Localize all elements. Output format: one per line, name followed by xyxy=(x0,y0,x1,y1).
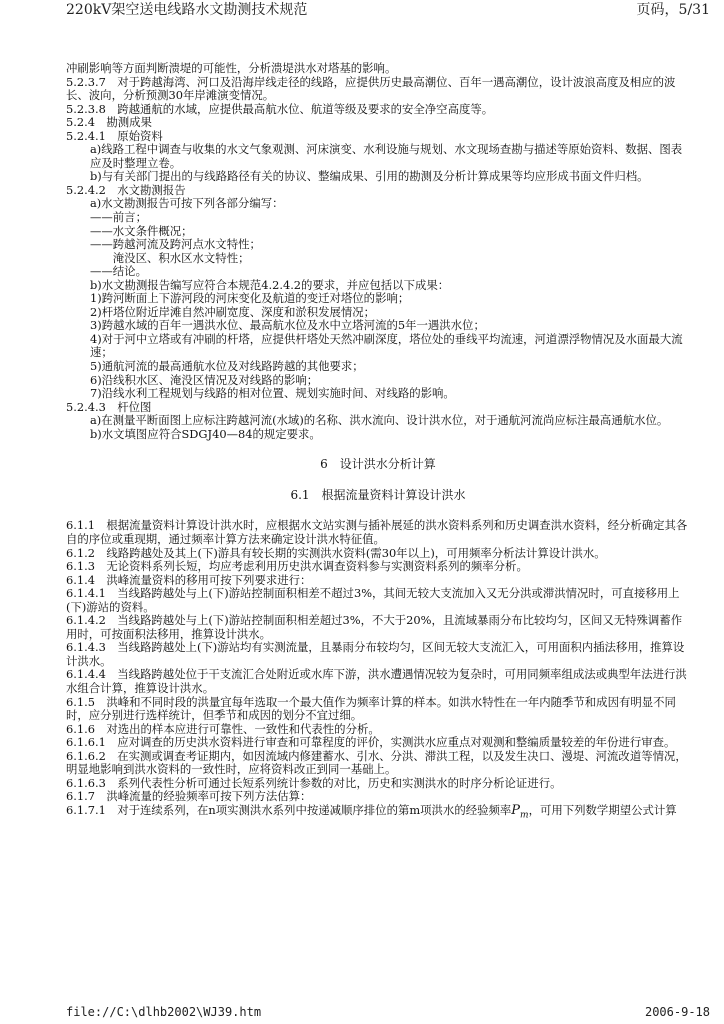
section-6-1-text xyxy=(66,519,690,803)
paragraph: 6.1.6.2 在实测或调查考证期内，如因流域内修建蓄水、引水、分洪、滞洪工程，以及发生决口、漫堤、河流改道等情况，明显地影响到洪水资料的一致性时，应将资料改正到同一基础上。 xyxy=(66,748,687,777)
section-5-2-text xyxy=(66,62,690,441)
paragraph: 7)沿线水利工程规划与线路的相对位置、规划实施时间、对线路的影响。 xyxy=(90,386,455,401)
paragraph: 5.2.3.8 跨越通航的水域，应提供最高航水位、航道等级及要求的安全净空高度等。 xyxy=(66,101,494,116)
paragraph: 6.1.7 洪峰流量的经验频率可按下列方法估算： xyxy=(66,789,312,804)
frequency-symbol-subscript: m xyxy=(520,810,529,821)
paragraph: 6.1.4.4 当线路跨越处位于干支流汇合处附近或水库下游，洪水遭遇情况较为复杂时，可用同频率组成法或典型年法进行洪水组合计算，推算设计洪水。 xyxy=(66,667,687,695)
page-header xyxy=(66,0,710,22)
page-footer xyxy=(66,1005,710,1021)
document-body xyxy=(66,62,690,823)
frequency-symbol-letter: P xyxy=(511,802,521,818)
print-date: 2006-9-18 xyxy=(644,1005,710,1019)
paragraph: 6.1.1 根据流量资料计算设计洪水时，应根据水文站实测与插补展延的洪水资料系列和历史调查洪水资料，经分析确定其各自的序位或重现期，通过频率计算方法来确定设计洪水特征值。 xyxy=(66,518,688,546)
paragraph: ——前言； xyxy=(90,210,147,225)
paragraph: a)线路工程中调查与收集的水文气象观测、河床演变、水利设施与规划、水文现场查勘与描述等原始资料、数据、图表应及时整理立卷。 xyxy=(90,142,683,170)
paragraph: 6.1.6 对选出的样本应进行可靠性、一致性和代表性的分析。 xyxy=(66,721,380,736)
paragraph: 5)通航河流的最高通航水位及对线路跨越的其他要求； xyxy=(90,359,364,374)
paragraph: 6.1.4 洪峰流量资料的移用可按下列要求进行： xyxy=(66,572,312,587)
frequency-symbol xyxy=(511,802,529,821)
paragraph: 6)沿线积水区、淹没区情况及对线路的影响； xyxy=(90,372,319,387)
paragraph: b)与有关部门提出的与线路路径有关的协议、整编成果、引用的勘测及分析计算成果等均应形成书面文件归档。 xyxy=(90,169,649,184)
paragraph: 淹没区、积水区水文特性； xyxy=(90,250,250,265)
paragraph: 6.1.5 洪峰和不同时段的洪量宜每年选取一个最大值作为频率计算的样本。如洪水特性在一年内随季节和成因有明显不同时，应分别进行选样统计，但季节和成因的划分不宜过细。 xyxy=(66,694,676,723)
section-6-1-heading: 6.1 根据流量资料计算设计洪水 xyxy=(290,487,466,502)
paragraph: a)在测量平断面图上应标注跨越河流(水域)的名称、洪水流向、设计洪水位，对于通航河流尚应标注最高通航水位。 xyxy=(90,413,669,428)
paragraph: 5.2.4.2 水文勘测报告 xyxy=(66,182,186,197)
paragraph: 3)跨越水域的百年一遇洪水位、最高航水位及水中立塔河流的5年一遇洪水位； xyxy=(90,318,485,333)
paragraph-text-end: ，可用下列数学期望公式计算 xyxy=(528,802,677,817)
paragraph: 6.1.4.3 当线路跨越处上(下)游站均有实测流量，且暴雨分布较均匀，区间无较大支流汇入，可用面积内插法移用，推算设计洪水。 xyxy=(66,640,685,668)
paragraph: 5.2.4.1 原始资料 xyxy=(66,128,163,143)
paragraph: 1)跨河断面上下游河段的河床变化及航道的变迁对塔位的影响； xyxy=(90,291,410,306)
paragraph: 6.1.6.3 系列代表性分析可通过长短系列统计参数的对比，历史和实测洪水的时序分析论证进行。 xyxy=(66,775,562,790)
paragraph-6-1-7-1 xyxy=(66,804,690,823)
paragraph: 5.2.3.7 对于跨越海湾、河口及沿海岸线走径的线路，应提供历史最高潮位、百年一遇高潮位，设计波浪高度及相应的波长、波向，分析预测30年岸滩演变情况。 xyxy=(66,74,676,103)
paragraph: 6.1.4.2 当线路跨越处与上(下)游站控制面积相差超过3%，不大于20%，且流域暴雨分布比较均匀，区间又无特殊调蓄作用时，可按面积法移用，推算设计洪水。 xyxy=(66,613,683,641)
paragraph: 2)杆塔位附近岸滩自然冲刷宽度、深度和淤积发展情况； xyxy=(90,304,376,319)
paragraph: ——跨越河流及跨河点水文特性； xyxy=(90,237,261,252)
paragraph: 6.1.3 无论资料系列长短，均应考虑利用历史洪水调查资料参与实测资料系列的频率分析。 xyxy=(66,559,528,574)
paragraph: 6.1.2 线路跨越处及其上(下)游具有较长期的实测洪水资料(需30年以上)，可用频率分析法计算设计洪水。 xyxy=(66,545,606,560)
page-number: 页码，5/31 xyxy=(636,2,710,18)
paragraph: a)水文勘测报告可按下列各部分编写： xyxy=(90,196,284,211)
paragraph: 6.1.4.1 当线路跨越处与上(下)游站控制面积相差不超过3%，其间无较大支流加入又无分洪或滞洪情况时，可直接移用上(下)游站的资料。 xyxy=(66,586,680,614)
paragraph: 6.1.6.1 应对调查的历史洪水资料进行审查和可靠程度的评价，实测洪水应重点对观测和整编质量较差的年份进行审查。 xyxy=(66,735,676,750)
paragraph: ——水文条件概况； xyxy=(90,223,193,238)
paragraph-text: 6.1.7.1 对于连续系列，在n项实测洪水系列中按递减顺序排位的第m项洪水的经验频率 xyxy=(66,802,512,817)
file-path: file://C:\dlhb2002\WJ39.htm xyxy=(66,1005,262,1019)
paragraph: b)水文填图应符合SDGJ40—84的规定要求。 xyxy=(90,426,321,441)
paragraph: ——结论。 xyxy=(90,264,147,279)
document-title: 220kV架空送电线路水文勘测技术规范 xyxy=(66,2,308,18)
paragraph: 5.2.4 勘测成果 xyxy=(66,115,152,130)
paragraph: 冲刷影响等方面判断溃堤的可能性，分析溃堤洪水对塔基的影响。 xyxy=(66,61,397,75)
paragraph: 4)对于河中立塔或有冲刷的杆塔，应提供杆塔处天然冲刷深度，塔位处的垂线平均流速，河道漂浮物情况及水面最大流速； xyxy=(90,331,683,360)
paragraph: 5.2.4.3 杆位图 xyxy=(66,399,152,414)
section-6-heading: 6 设计洪水分析计算 xyxy=(320,457,436,472)
paragraph: b)水文勘测报告编写应符合本规范4.2.4.2的要求，并应包括以下成果： xyxy=(90,277,450,292)
